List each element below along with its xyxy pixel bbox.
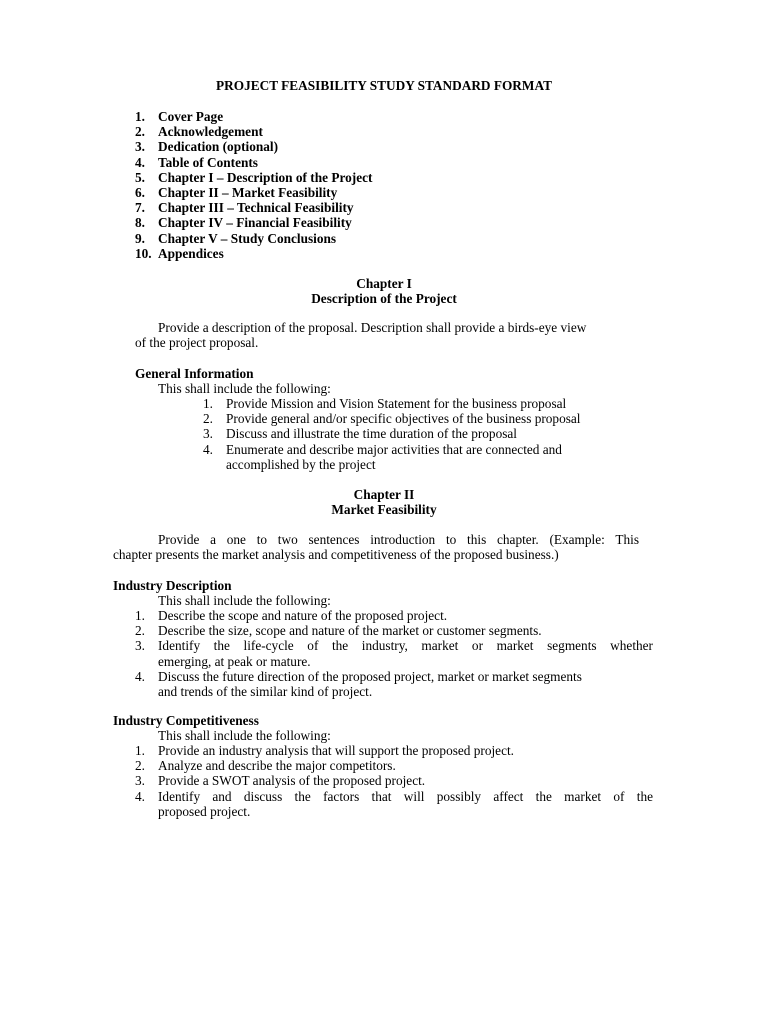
list-item: 3. Discuss and illustrate the time duration of the proposal: [203, 426, 517, 442]
list-item: 4. Discuss the future direction of the proposed project, market or market segments and trends of the similar kind of project.: [135, 668, 582, 700]
list-item: 1. Describe the scope and nature of the proposed project.: [135, 608, 448, 623]
outline-item: 6. Chapter II – Market Feasibility: [135, 184, 338, 200]
outline-item: 4. Table of Contents: [135, 154, 258, 170]
list-item: 3. Identify the life-cycle of the industry, market or market segments whether emerging, at peak or mature.: [135, 638, 653, 669]
industry-competitiveness-list: [135, 743, 653, 819]
list-item: 3. Provide a SWOT analysis of the proposed project.: [135, 773, 426, 789]
general-information-list: [203, 396, 643, 472]
outline-item: 1. Cover Page: [135, 109, 224, 124]
list-item: 4. Enumerate and describe major activities that are connected and accomplished by the project: [203, 441, 562, 472]
outline-item: 10. Appendices: [135, 245, 224, 261]
chapter-1-heading: Chapter I: [356, 276, 412, 291]
industry-description-list: [135, 608, 653, 699]
industry-description-lead: This shall include the following:: [158, 593, 331, 608]
outline-item-label: Chapter IV – Financial Feasibility: [158, 215, 352, 231]
outline-item: 2. Acknowledgement: [135, 124, 263, 140]
chapter-1-intro-line-1: Provide a description of the proposal. Description shall provide a birds-eye view: [158, 320, 587, 335]
industry-competitiveness-heading: Industry Competitiveness: [113, 713, 259, 728]
chapter-2-subheading: Market Feasibility: [331, 502, 437, 518]
format-outline-list: [135, 109, 372, 261]
outline-item: 3. Dedication (optional): [135, 139, 279, 155]
chapter-2-intro-line-1: Provide a one to two sentences introduction to this chapter. (Example: This: [158, 532, 639, 547]
general-information-heading: General Information: [135, 366, 254, 381]
chapter-1-subheading: Description of the Project: [311, 291, 457, 307]
outline-item: 8. Chapter IV – Financial Feasibility: [135, 215, 352, 231]
outline-item-label: Table of Contents: [158, 154, 258, 170]
general-information-lead: This shall include the following:: [158, 381, 331, 396]
chapter-2-intro-line-2: chapter presents the market analysis and competitiveness of the proposed business.): [113, 547, 559, 562]
chapter-1-heading-block: [0, 276, 768, 306]
list-item: 1. Provide an industry analysis that will support the proposed project.: [135, 743, 515, 758]
outline-item-label: Chapter V – Study Conclusions: [158, 230, 337, 246]
outline-item-label: Chapter I – Description of the Project: [158, 169, 373, 185]
chapter-2-heading: Chapter II: [353, 487, 415, 502]
outline-item-label: Chapter II – Market Feasibility: [158, 184, 338, 200]
outline-item-label: Dedication (optional): [158, 139, 279, 155]
document-title: PROJECT FEASIBILITY STUDY STANDARD FORMAT: [216, 78, 552, 93]
list-item: 4. Identify and discuss the factors that will possibly affect the market of the proposed project.: [135, 788, 653, 819]
outline-item-label: Acknowledgement: [158, 124, 263, 140]
outline-item-label: Appendices: [158, 245, 224, 261]
chapter-2-heading-block: [0, 487, 768, 517]
industry-description-heading: Industry Description: [113, 578, 232, 593]
list-item: 2. Analyze and describe the major competitors.: [135, 758, 396, 774]
list-item: 2. Describe the size, scope and nature of the market or customer segments.: [135, 623, 542, 639]
chapter-1-intro-line-2: of the project proposal.: [135, 335, 259, 350]
outline-item: 5. Chapter I – Description of the Project: [135, 169, 373, 185]
outline-item-label: Chapter III – Technical Feasibility: [158, 200, 354, 216]
outline-item-label: Cover Page: [158, 109, 224, 124]
outline-item: 7. Chapter III – Technical Feasibility: [135, 200, 354, 216]
outline-item: 9. Chapter V – Study Conclusions: [135, 230, 337, 246]
list-item: 2. Provide general and/or specific objectives of the business proposal: [203, 411, 581, 427]
industry-competitiveness-lead: This shall include the following:: [158, 728, 331, 743]
list-item: 1. Provide Mission and Vision Statement for the business proposal: [203, 396, 567, 411]
